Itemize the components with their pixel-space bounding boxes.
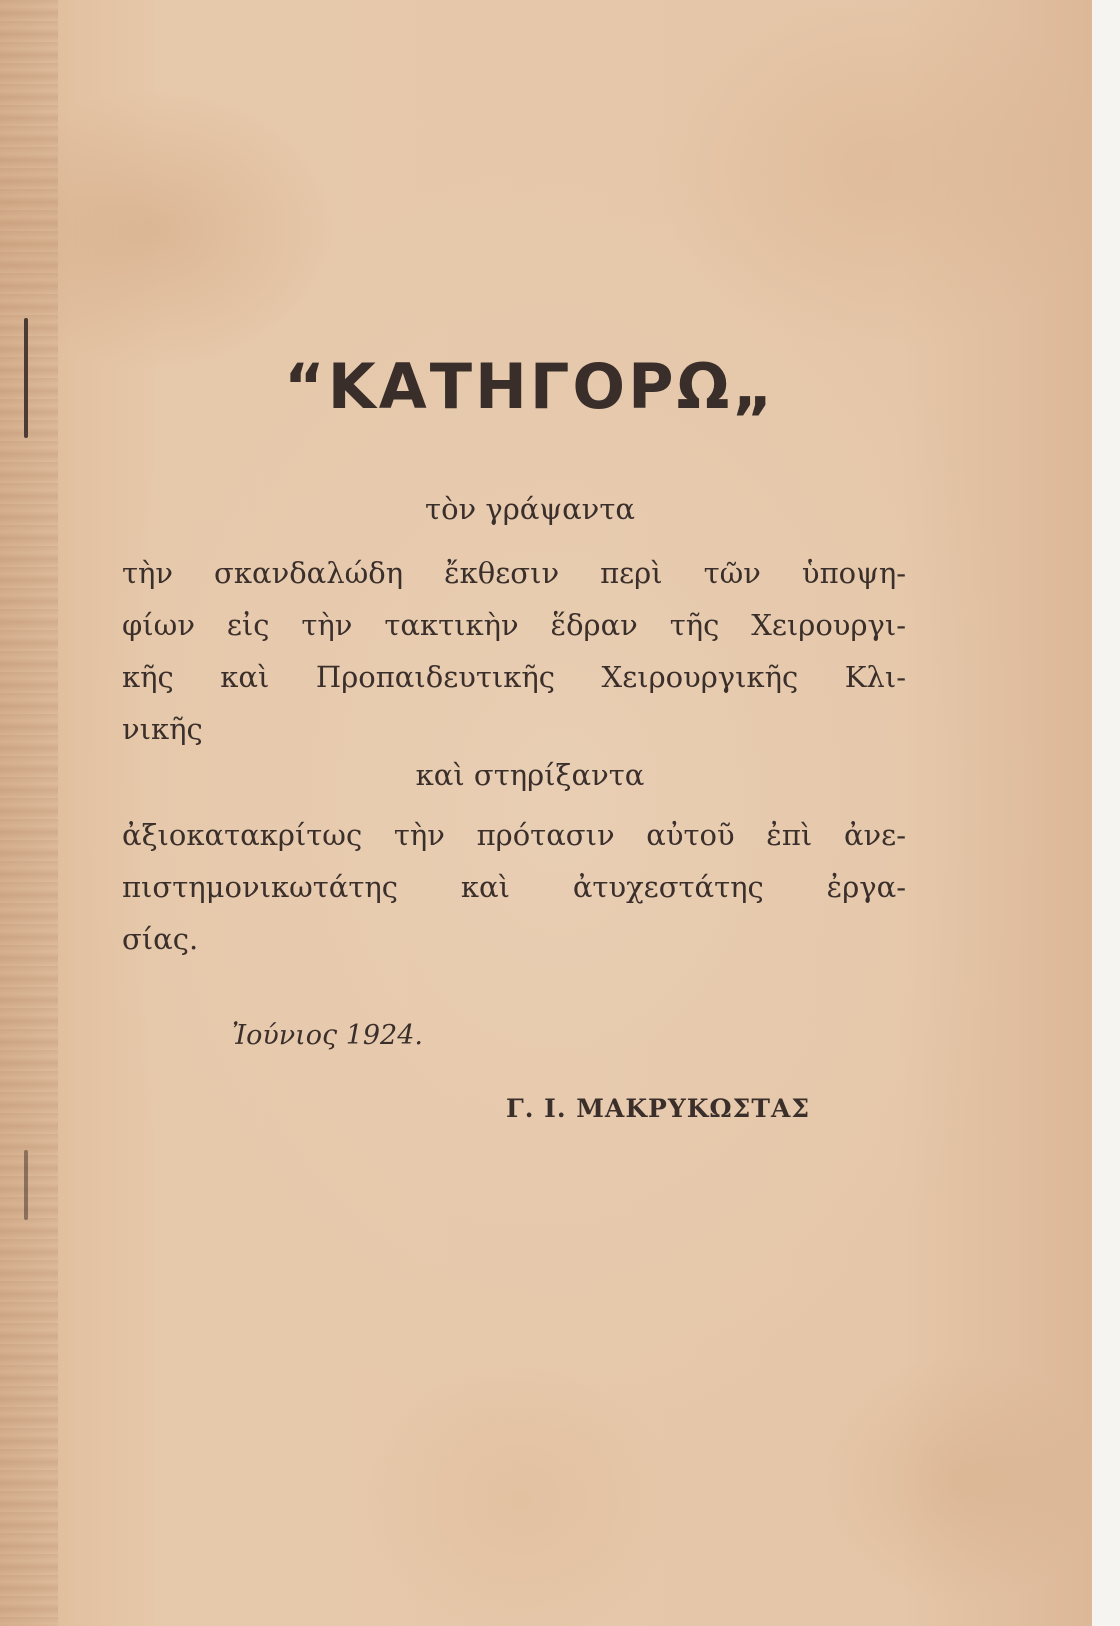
text-line: ἀξιοκατακρίτως τὴν πρότασιν αὐτοῦ ἐπὶ ἀνε- — [122, 818, 906, 852]
worn-spine-edge — [0, 0, 58, 1626]
text-line: φίων εἰς τὴν τακτικὴν ἕδραν τῆς Χειρουργι- — [122, 608, 906, 642]
text-line: τὴν σκανδαλώδη ἔκθεσιν περὶ τῶν ὑποψη- — [122, 556, 906, 590]
text-line: νικῆς — [122, 712, 203, 746]
author-name: Γ. Ι. ΜΑΚΡΥΚΩΣΤΑΣ — [506, 1094, 811, 1123]
publication-date: Ἰούνιος 1924. — [232, 1020, 423, 1051]
text-line: πιστημονικωτάτης καὶ ἀτυχεστάτης ἐργα- — [122, 870, 906, 904]
text-line: σίας. — [122, 922, 199, 956]
document-title: “ΚΑΤΗΓΟΡΩ„ — [283, 350, 777, 423]
staple-mark — [24, 1150, 28, 1220]
text-line: κῆς καὶ Προπαιδευτικῆς Χειρουργικῆς Κλι- — [122, 660, 906, 694]
scan-margin — [1092, 0, 1120, 1626]
text-line: τὸν γράψαντα — [425, 492, 635, 526]
text-line: καὶ στηρίξαντα — [415, 758, 645, 792]
